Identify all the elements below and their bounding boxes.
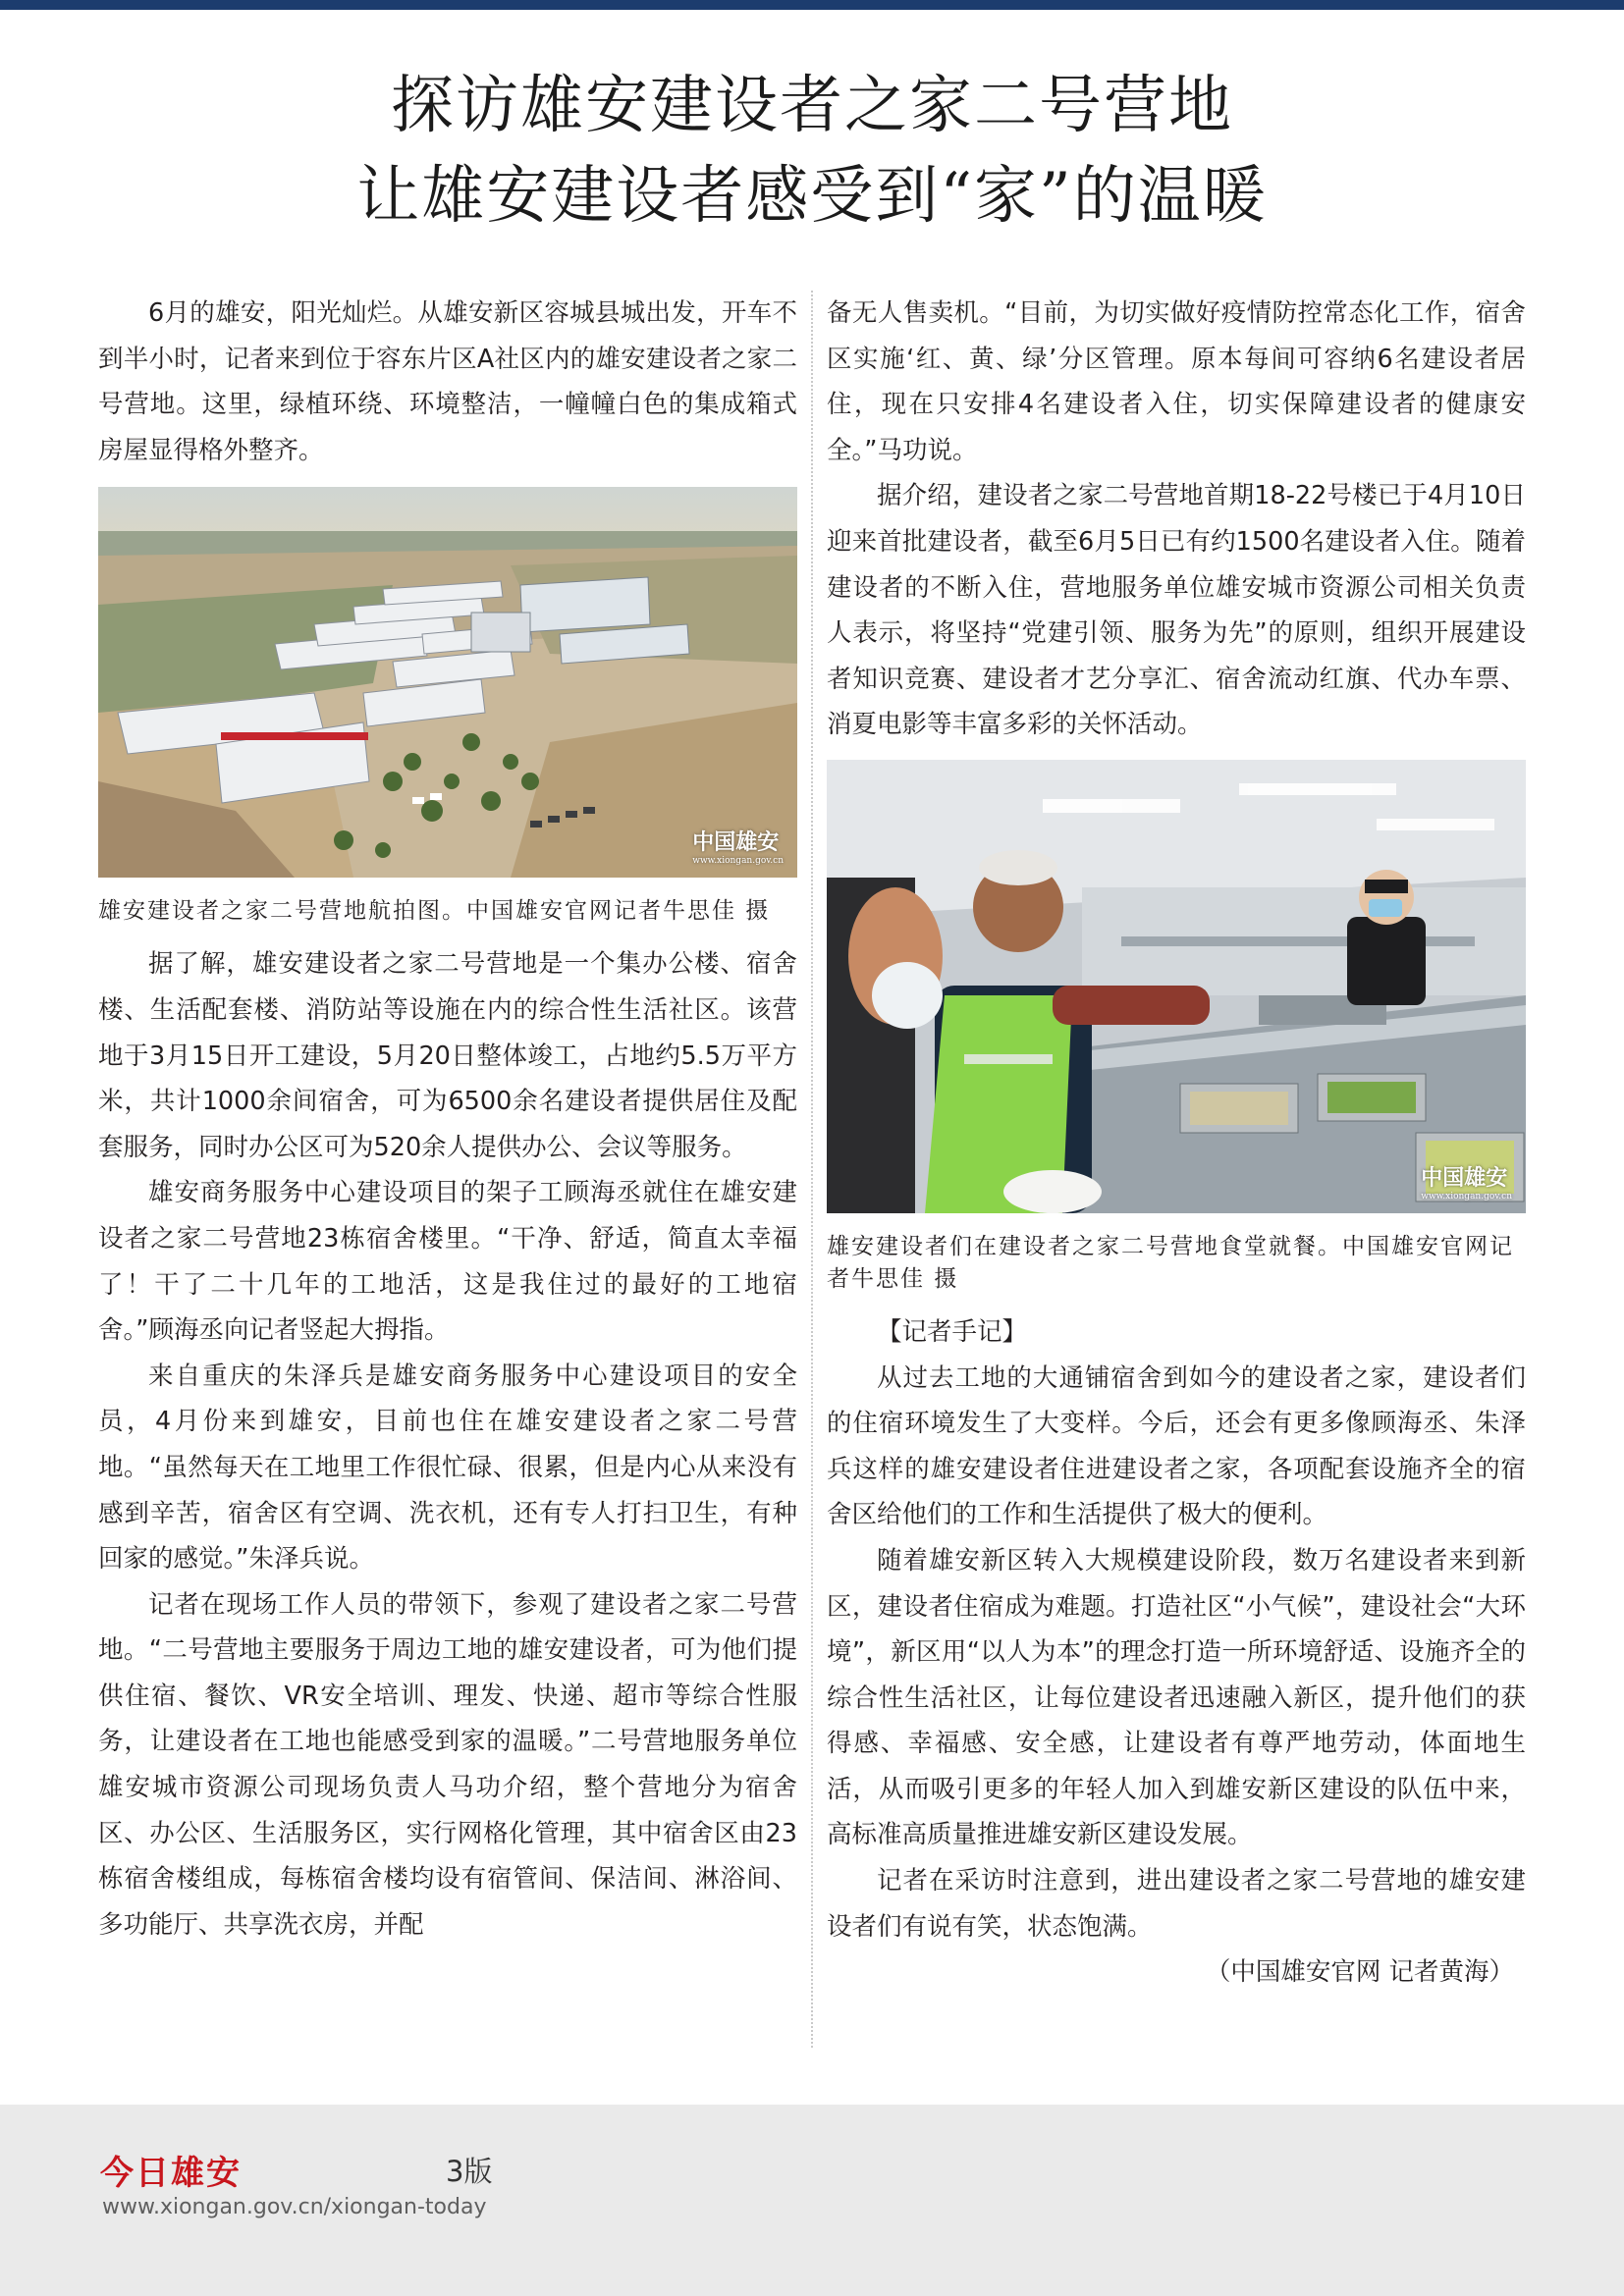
paragraph: 据介绍，建设者之家二号营地首期18-22号楼已于4月10日迎来首批建设者，截至6月5日已有约1500名建设者入住。随着建设者的不断入住，营地服务单位雄安城市资源公司相关负责人表示，将坚持“党建引领、服务为先”的原则，组织开展建设者知识竞赛、建设者才艺分享汇、宿舍流动红旗、代办车票、消夏电影等丰富多彩的关怀活动。: [827, 481, 1526, 740]
photo-watermark: [692, 826, 784, 866]
page-footer: [0, 2105, 1624, 2296]
footer-url[interactable]: www.xiongan.gov.cn/xiongan-today: [102, 2195, 487, 2219]
paragraph: 记者在采访时注意到，进出建设者之家二号营地的雄安建设者们有说有笑，状态饱满。: [827, 1866, 1526, 1942]
page-number: 3版: [446, 2155, 493, 2188]
paragraph: 据了解，雄安建设者之家二号营地是一个集办公楼、宿舍楼、生活配套楼、消防站等设施在内的综合性生活社区。该营地于3月15日开工建设，5月20日整体竣工，占地约5.5万平方米，共计1000余间宿舍，可为6500余名建设者提供居住及配套服务，同时办公区可为520余人提供办公、会议等服务。: [98, 949, 797, 1162]
publication-logo: 今日雄安: [100, 2154, 242, 2193]
paragraph: 记者在现场工作人员的带领下，参观了建设者之家二号营地。“二号营地主要服务于周边工地的雄安建设者，可为他们提供住宿、餐饮、VR安全培训、理发、快递、超市等综合性服务，让建设者在工地也能感受到家的温暖。”二号营地服务单位雄安城市资源公司现场负责人马功介绍，整个营地分为宿舍区、办公区、生活服务区，实行网格化管理，其中宿舍区由23栋宿舍楼组成，每栋宿舍楼均设有宿管间、保洁间、淋浴间、多功能厅、共享洗衣房，并配: [98, 1589, 797, 1940]
column-divider: [811, 291, 813, 2048]
byline: （中国雄安官网 记者黄海）: [1205, 1957, 1514, 1988]
paragraph: 来自重庆的朱泽兵是雄安商务服务中心建设项目的安全员，4月份来到雄安，目前也住在雄安建设者之家二号营地。“虽然每天在工地里工作很忙碌、很累，但是内心从来没有感到辛苦，宿舍区有空调、洗衣机，还有专人打扫卫生，有种回家的感觉。”朱泽兵说。: [98, 1361, 797, 1575]
watermark-url: www.xiongan.gov.cn: [1421, 1191, 1512, 1201]
canteen-photo: [827, 760, 1526, 1213]
watermark-text: 中国雄安: [692, 829, 780, 856]
photo-caption: 雄安建设者之家二号营地航拍图。中国雄安官网记者牛思佳 摄: [98, 898, 771, 925]
paragraph: 雄安商务服务中心建设项目的架子工顾海丞就住在雄安建设者之家二号营地23栋宿舍楼里。“干净、舒适，简直太幸福了！干了二十几年的工地活，这是我住过的最好的工地宿舍。”顾海丞向记者竖起大拇指。: [98, 1178, 797, 1346]
aerial-camp-illustration: [98, 487, 797, 878]
paragraph: 随着雄安新区转入大规模建设阶段，数万名建设者来到新区，建设者住宿成为难题。打造社区“小气候”，建设社会“大环境”，新区用“以人为本”的理念打造一所环境舒适、设施齐全的综合性生活社区，让每位建设者迅速融入新区，提升他们的获得感、幸福感、安全感，让建设者有尊严地劳动，体面地生活，从而吸引更多的年轻人加入到雄安新区建设的队伍中来，高标准高质量推进雄安新区建设发展。: [827, 1545, 1526, 1850]
watermark-text: 中国雄安: [1421, 1164, 1508, 1191]
right-column: [827, 291, 1526, 1996]
paragraph: 从过去工地的大通铺宿舍到如今的建设者之家，建设者们的住宿环境发生了大变样。今后，还会有更多像顾海丞、朱泽兵这样的雄安建设者住进建设者之家，各项配套设施齐全的宿舍区给他们的工作和生活提供了极大的便利。: [827, 1362, 1526, 1530]
headline-line-2: 让雄安建设者感受到“家”的温暖: [356, 160, 1268, 233]
section-subhead: 【记者手记】: [877, 1316, 1028, 1347]
headline-line-1: 探访雄安建设者之家二号营地: [391, 70, 1233, 142]
top-band: [0, 0, 1624, 10]
paragraph: 备无人售卖机。“目前，为切实做好疫情防控常态化工作，宿舍区实施‘红、黄、绿’分区管理。原本每间可容纳6名建设者居住，现在只安排4名建设者入住，切实保障建设者的健康安全。”马功说。: [827, 298, 1526, 465]
canteen-scene-illustration: [827, 760, 1526, 1213]
paragraph: 6月的雄安，阳光灿烂。从雄安新区容城县城出发，开车不到半小时，记者来到位于容东片区A社区内的雄安建设者之家二号营地。这里，绿植环绕、环境整洁，一幢幢白色的集成箱式房屋显得格外整齐。: [98, 298, 797, 465]
watermark-url: www.xiongan.gov.cn: [692, 856, 784, 867]
aerial-photo: [98, 487, 797, 878]
left-column: [98, 291, 797, 1948]
headline: [0, 61, 1624, 241]
photo-watermark: [1421, 1161, 1512, 1201]
photo-caption: 雄安建设者们在建设者之家二号营地食堂就餐。中国雄安官网记者牛思佳 摄: [827, 1233, 1514, 1292]
